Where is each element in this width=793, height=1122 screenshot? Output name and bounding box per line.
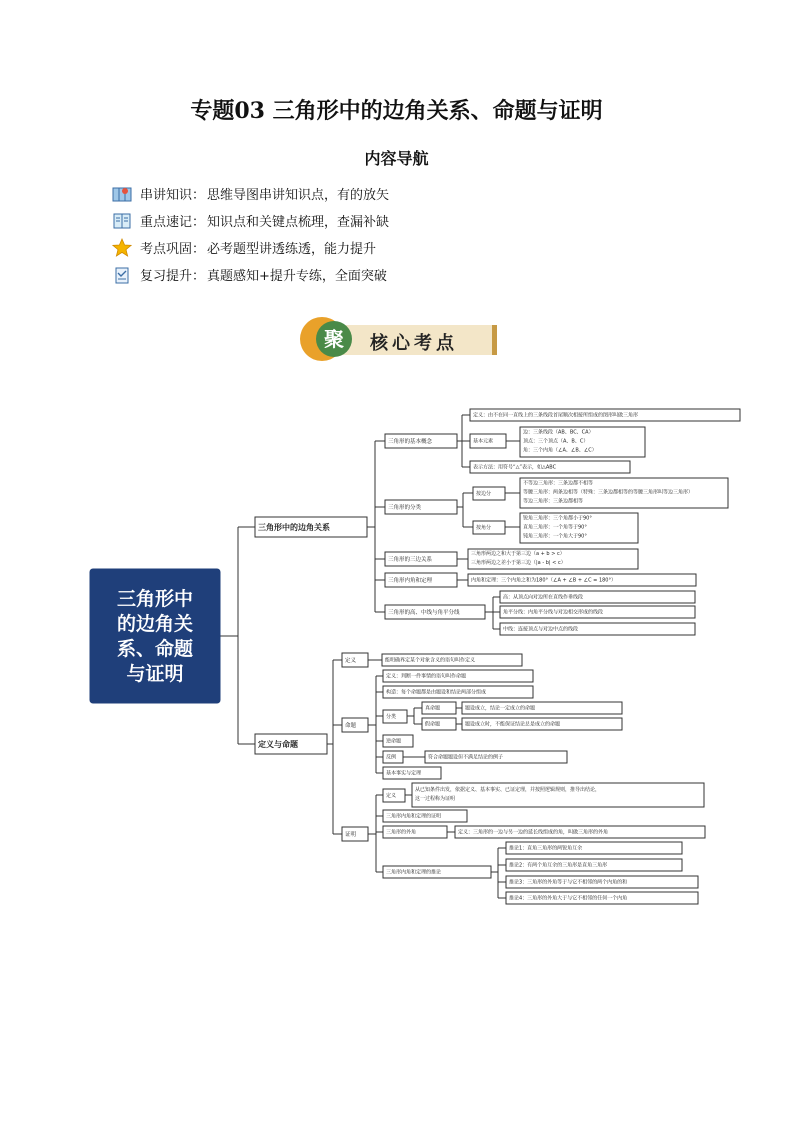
leaf-false — [422, 718, 456, 730]
banner-text: 核心考点 — [370, 333, 458, 354]
mindmap-node-text: 构造：每个命题都是由题设和结论两部分组成 — [386, 689, 487, 696]
branch-definition-proposition — [255, 734, 327, 754]
mindmap-node-text: 题设成立，结论一定成立的命题 — [465, 705, 536, 712]
node-proof — [342, 827, 368, 841]
mindmap-node-text: 定义 — [345, 657, 357, 664]
leaf-corollary-1 — [506, 842, 682, 854]
node-0 — [385, 434, 457, 448]
nav-label: 考点巩固： — [140, 242, 206, 257]
node-2 — [385, 552, 457, 566]
mindmap-node-text: 三角形的三边关系 — [388, 556, 433, 563]
nav-desc: 思维导图串讲知识点，有的放矢 — [207, 188, 390, 203]
leaf-definition-text — [382, 654, 522, 666]
mindmap-node-text: 钝角三角形：一个角大于90° — [523, 533, 587, 540]
leaf-exterior — [383, 826, 447, 838]
mindmap-node-text: 推论2：有两个角互余的三角形是直角三角形 — [509, 862, 608, 869]
mindmap-node-text: 边：三条线段（AB、BC、CA） — [523, 429, 594, 436]
mindmap-node-text: 按角分 — [476, 525, 492, 531]
mindmap-node-text: 三角形的高、中线与角平分线 — [388, 609, 460, 616]
leaf-counterexample — [383, 751, 403, 763]
leaf-angle-sum — [468, 574, 696, 586]
mindmap-node-text: 定义 — [386, 793, 397, 799]
mindmap-node-text: 三角形内角和定理的证明 — [386, 813, 442, 820]
leaf-by-side-detail — [520, 478, 728, 508]
leaf-definition — [470, 409, 740, 421]
mindmap-node-text: 证明 — [345, 831, 357, 838]
leaf-exterior-detail — [455, 826, 705, 838]
leaf-false-detail — [462, 718, 622, 730]
leaf-converse — [383, 735, 413, 747]
mindmap-node-text: 的边角关 — [116, 613, 194, 635]
mindmap-node-text: 推论1：直角三角形的两锐角互余 — [509, 845, 583, 852]
mindmap-node-text: 角：三个内角（∠A、∠B、∠C） — [523, 447, 597, 454]
mindmap-node-text: 逆命题 — [386, 738, 402, 745]
mindmap-node-text: 三角形两边之和大于第三边（a + b > c） — [471, 551, 565, 557]
node-definition — [342, 653, 368, 667]
leaf-prop-structure — [383, 686, 533, 698]
branch-triangle-relations — [255, 517, 367, 537]
mindmap-node-text: 命题 — [345, 722, 357, 729]
leaf-true-detail — [462, 702, 622, 714]
mindmap-node-text: 锐角三角形：三个角都小于90° — [523, 515, 592, 522]
mindmap-node-text: 反例 — [386, 754, 397, 761]
nav-label: 复习提升： — [140, 269, 206, 284]
mindmap-node-text: 三角形内角和定理 — [388, 577, 433, 584]
banner-badge: 聚 — [316, 321, 352, 357]
leaf-corollary-4 — [506, 892, 698, 904]
mindmap-node-text: 能明确界定某个对象含义的语句叫作定义 — [385, 657, 476, 664]
mindmap-node-text: 定义与命题 — [258, 740, 298, 749]
page-title: 专题03 三角形中的边角关系、命题与证明 — [190, 98, 603, 124]
leaf-node — [500, 606, 695, 618]
mindmap-node-text: 三角形两边之差小于第三边（|a - b| < c） — [471, 560, 566, 566]
nav-label: 重点速记： — [140, 215, 206, 230]
mindmap-node-text: 角平分线：内角平分线与对边相交形成的线段 — [503, 609, 604, 616]
leaf-prop-def — [383, 670, 533, 682]
leaf-node — [500, 591, 695, 603]
leaf-by-angle-detail — [520, 513, 638, 543]
mindmap-node-text: 三角形内角和定理的推论 — [386, 869, 442, 876]
mindmap-node-text: 与证明 — [126, 663, 184, 685]
mindmap-node-text: 定义：判断一件事情的语句叫作命题 — [386, 673, 467, 680]
leaf-proof-angle-sum — [383, 810, 467, 822]
node-1 — [385, 500, 457, 514]
mindmap-node-text: 分类 — [386, 714, 397, 720]
mindmap-node-text: 真命题 — [425, 705, 441, 712]
mindmap-node-text: 三角形的基本概念 — [388, 438, 433, 445]
mindmap-node-text: 表示方法：用符号“△”表示，如△ABC — [473, 464, 557, 471]
mindmap-node-text: 高：从顶点向对边所在直线作垂线段 — [503, 594, 584, 601]
nav-desc: 知识点和关键点梳理，查漏补缺 — [207, 215, 390, 230]
mindmap-node-text: 推论3：三角形的外角等于与它不相邻的两个内角的和 — [509, 879, 628, 886]
leaf-elements-detail — [520, 427, 645, 457]
leaf-elements — [470, 434, 506, 448]
page-subtitle: 内容导航 — [364, 149, 429, 168]
leaf-counterexample-detail — [425, 751, 567, 763]
leaf-node — [500, 623, 695, 635]
mindmap-node-text: 中线：连接顶点与对边中点的线段 — [503, 626, 579, 633]
mindmap-node-text: 等边三角形：三条边都相等 — [523, 498, 584, 505]
leaf-corollaries — [383, 866, 491, 878]
nav-desc: 真题感知+提升专练，全面突破 — [207, 269, 387, 284]
mindmap-node-text: 内角和定理：三个内角之和为180°（∠A + ∠B + ∠C = 180°） — [471, 577, 616, 584]
leaf-prop-class — [383, 710, 407, 723]
mindmap-node-text: 基本事实与定理 — [386, 770, 422, 777]
mindmap-node-text: 顶点：三个顶点（A、B、C） — [523, 438, 589, 445]
leaf-proof-def-detail — [412, 783, 704, 807]
leaf-proof-def — [383, 789, 405, 802]
mindmap-node-text: 等腰三角形：两条边相等（特殊：三条边都相等的等腰三角形叫等边三角形） — [523, 489, 694, 496]
mindmap-node-text: 符合命题题设但不满足结论的例子 — [428, 754, 504, 761]
mindmap-node-text: 按边分 — [476, 491, 492, 497]
mindmap-node-text: 假命题 — [425, 721, 441, 728]
mindmap-root — [90, 569, 220, 703]
leaf-corollary-3 — [506, 876, 698, 888]
mindmap-node-text: 三角形中的边角关系 — [258, 523, 330, 532]
mindmap-node-text: 定义：由不在同一直线上的三条线段首尾顺次相接所组成的图形叫做三角形 — [473, 412, 639, 419]
node-3 — [385, 573, 457, 587]
mindmap-node-text: 这一过程称为证明 — [415, 796, 456, 802]
mindmap-node-text: 题设成立时，不能保证结论总是成立的命题 — [465, 721, 561, 728]
mindmap-node-text: 推论4：三角形的外角大于与它不相邻的任何一个内角 — [509, 895, 628, 902]
mindmap-node-text: 基本元素 — [473, 438, 494, 445]
leaf-facts — [383, 767, 441, 779]
mindmap-node-text: 系、命题 — [116, 638, 194, 660]
leaf-sides — [468, 549, 638, 569]
mindmap-node-text: 定义：三角形的一边与另一边的延长线组成的角，叫做三角形的外角 — [458, 829, 609, 836]
node-proposition — [342, 718, 368, 732]
mindmap-node-text: 三角形的外角 — [386, 829, 417, 836]
node-4 — [385, 605, 485, 619]
mindmap-node-text: 三角形中 — [116, 588, 194, 610]
mindmap-node-text: 三角形的分类 — [388, 504, 422, 511]
leaf-by-angle — [473, 521, 505, 534]
leaf-notation — [470, 461, 630, 473]
nav-label: 串讲知识： — [140, 188, 206, 203]
mindmap-node-text: 从已知条件出发，依据定义、基本事实、已证定理，并按照逻辑规则，推导出结论， — [415, 787, 601, 793]
leaf-true — [422, 702, 456, 714]
mindmap-node-text: 直角三角形：一个角等于90° — [523, 524, 587, 531]
nav-desc: 必考题型讲透练透，能力提升 — [207, 242, 377, 257]
leaf-by-side — [473, 487, 505, 500]
mindmap-node-text: 不等边三角形：三条边都不相等 — [523, 480, 594, 487]
leaf-corollary-2 — [506, 859, 682, 871]
